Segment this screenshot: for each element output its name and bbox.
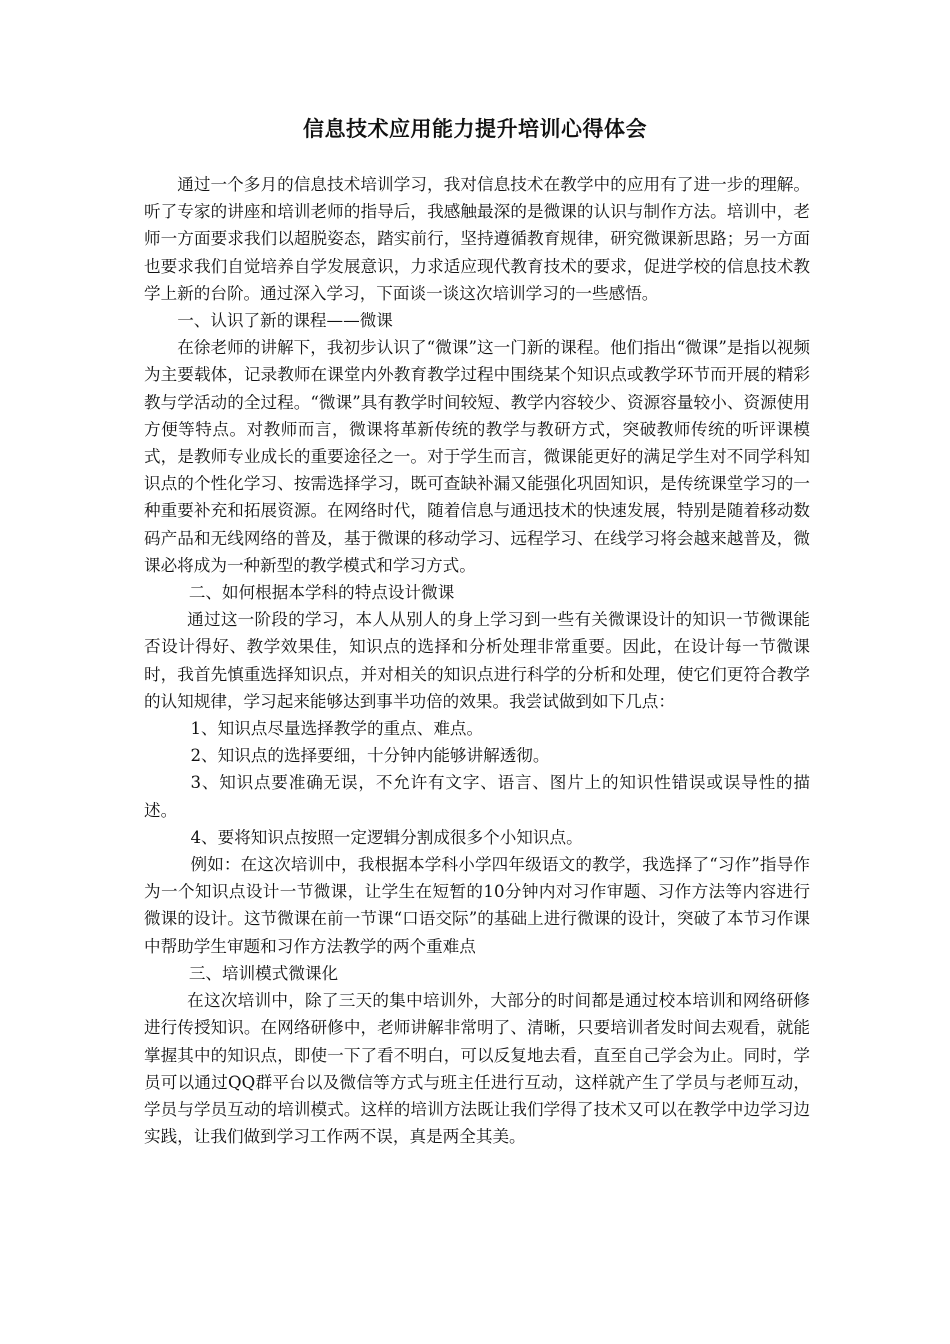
section3-paragraph: 在这次培训中，除了三天的集中培训外，大部分的时间都是通过校本培训和网络研修进行传授知识。在网络研修中，老师讲解非常明了、清晰，只要培训者发时间去观看，就能掌握其中的知识点，即使一下了看不明白，可以反复地去看，直至自己学会为止。同时，学员可以通过QQ群平台以及微信等方式与班主任进行互动，这样就产生了学员与老师互动，学员与学员互动的培训模式。这样的培训方法既让我们学得了技术又可以在教学中边学习边实践，让我们做到学习工作两不误，真是两全其美。 (144, 991, 810, 1147)
section3-heading: 三、培训模式微课化 (188, 963, 339, 983)
list-item: 4、要将知识点按照一定逻辑分割成很多个小知识点。 (190, 827, 583, 847)
section2-paragraph: 通过这一阶段的学习，本人从别人的身上学习到一些有关微课设计的知识一节微课能否设计得好、教学效果佳，知识点的选择和分析处理非常重要。因此，在设计每一节微课时，我首先慎重选择知识点，并对相关的知识点进行科学的分析和处理，使它们更符合教学的认知规律，学习起来能够达到事半功倍的效果。我尝试做到如下几点： (144, 610, 810, 711)
list-item: 2、知识点的选择要细，十分钟内能够讲解透彻。 (190, 746, 550, 766)
list-item: 1、知识点尽量选择教学的重点、难点。 (190, 719, 484, 739)
intro-paragraph: 通过一个多月的信息技术培训学习，我对信息技术在教学中的应用有了进一步的理解。听了专家的讲座和培训老师的指导后，我感触最深的是微课的认识与制作方法。培训中，老师一方面要求我们以超脱姿态，踏实前行，坚持遵循教育规律，研究微课新思路；另一方面也要求我们自觉培养自学发展意识，力求适应现代教育技术的要求，促进学校的信息技术教学上新的台阶。通过深入学习，下面谈一谈这次培训学习的一些感悟。 (144, 175, 810, 303)
document-title: 信息技术应用能力提升培训心得体会 (303, 117, 647, 141)
list-item: 3、知识点要准确无误，不允许有文字、语言、图片上的知识性错误或误导性的描述。 (144, 773, 810, 820)
section2-heading: 二、如何根据本学科的特点设计微课 (188, 583, 455, 603)
section1-paragraph: 在徐老师的讲解下，我初步认识了“微课”这一门新的课程。他们指出“微课”是指以视频为主要载体，记录教师在课堂内外教育教学过程中围绕某个知识点或教学环节而开展的精彩教与学活动的全过程。“微课”具有教学时间较短、教学内容较少、资源容量较小、资源使用方便等特点。对教师而言，微课将革新传统的教学与教研方式，突破教师传统的听评课模式，是教师专业成长的重要途径之一。对于学生而言，微课能更好的满足学生对不同学科知识点的个性化学习、按需选择学习，既可查缺补漏又能强化巩固知识，是传统课堂学习的一种重要补充和拓展资源。在网络时代，随着信息与通迅技术的快速发展，特别是随着移动数码产品和无线网络的普及，基于微课的移动学习、远程学习、在线学习将会越来越普及，微课必将成为一种新型的教学模式和学习方式。 (144, 338, 810, 575)
document-body (144, 171, 810, 1150)
section1-heading: 一、认识了新的课程——微课 (177, 311, 393, 331)
example-paragraph: 例如：在这次培训中，我根据本学科小学四年级语文的教学，我选择了“习作”指导作为一个知识点设计一节微课，让学生在短暂的10分钟内对习作审题、习作方法等内容进行微课的设计。这节微课在前一节课“口语交际”的基础上进行微课的设计，突破了本节习作课中帮助学生审题和习作方法教学的两个重难点 (144, 855, 810, 956)
